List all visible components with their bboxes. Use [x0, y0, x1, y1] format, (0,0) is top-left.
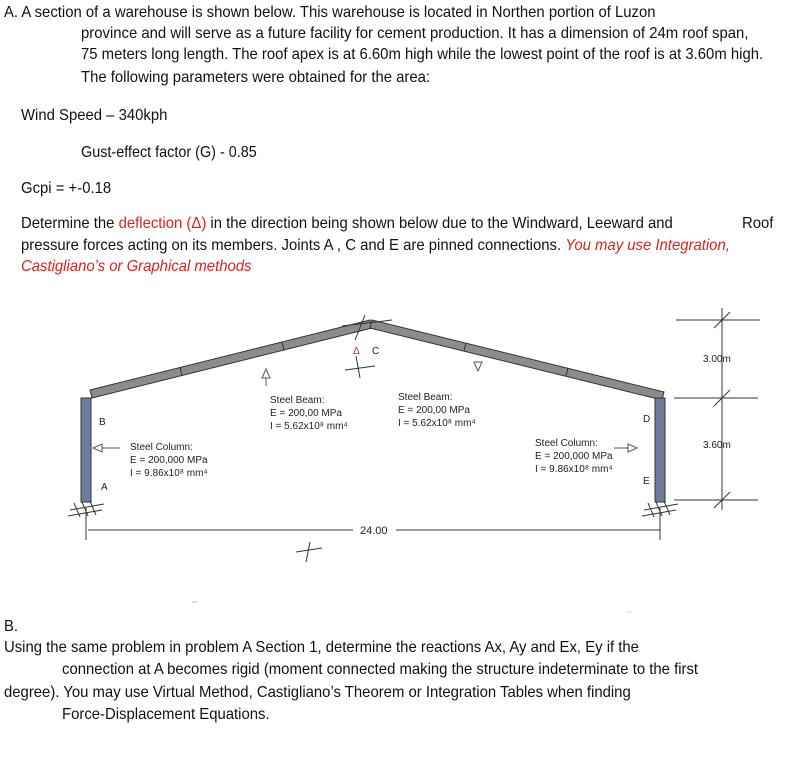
support-e [642, 501, 678, 540]
left-column [81, 398, 91, 502]
roof-word: Roof [742, 215, 774, 232]
left-column-e: E = 200,000 MPa [130, 455, 208, 466]
right-beam-i: I = 5.62x10⁸ mm⁴ [398, 418, 476, 429]
problem-b-line-1: Using the same problem in problem A Section 1, determine the reactions Ax, Ay and Ex, Ey if the [4, 639, 639, 656]
problem-a-line-1: A. A section of a warehouse is shown below. This warehouse is located in Northen portion of Luzon [4, 4, 656, 21]
determine-prefix: Determine the [21, 215, 119, 232]
joint-a-label: A [101, 482, 108, 493]
joint-d-label: D [643, 414, 651, 425]
right-column-title: Steel Column: [535, 438, 598, 449]
joint-c-label: C [372, 346, 380, 357]
span-label: 24.00 [360, 525, 388, 537]
problem-b-line-2: connection at A becomes rigid (moment connected making the structure indeterminate to the first [62, 661, 699, 678]
dim-bottom-label: 3.60m [703, 440, 731, 451]
joint-b-label: B [99, 417, 106, 428]
wind-speed: Wind Speed – 340kph [21, 107, 168, 124]
left-beam-title: Steel Beam: [270, 395, 325, 406]
right-rafter [370, 320, 664, 400]
left-column-i: I = 9.86x10⁸ mm⁴ [130, 468, 208, 479]
problem-b-heading: B. [4, 618, 19, 635]
problem-a-line-3: 75 meters long length. The roof apex is at 6.60m high while the lowest point of the roof is at 3.60m high. [81, 46, 764, 63]
gcpi: Gcpi = +-0.18 [21, 180, 112, 197]
delta-symbol: Δ [353, 346, 360, 357]
methods-hint: You may use Integration, [565, 237, 730, 254]
right-column-i: I = 9.86x10⁸ mm⁴ [535, 464, 613, 475]
left-column-title: Steel Column: [130, 442, 193, 453]
right-beam-e: E = 200,00 MPa [398, 405, 470, 416]
support-a [68, 501, 104, 540]
left-beam-e: E = 200,00 MPa [270, 408, 342, 419]
height-dimension [674, 308, 760, 510]
gust-factor: Gust-effect factor (G) - 0.85 [81, 144, 257, 161]
problem-b-line-4: Force-Displacement Equations. [62, 706, 270, 723]
problem-a-line-4: The following parameters were obtained for the area: [81, 69, 431, 86]
right-column-e: E = 200,000 MPa [535, 451, 613, 462]
determine-suffix: in the direction being shown below due to the Windward, Leeward and [206, 215, 673, 232]
methods-hint-line-2: Castigliano’s or Graphical methods [21, 258, 252, 275]
joint-e-label: E [643, 476, 650, 487]
span-tick [296, 542, 322, 562]
left-rafter [90, 320, 372, 398]
problem-a-line-2: province and will serve as a future facility for cement production. It has a dimension of 24m roof span, [81, 25, 749, 42]
left-beam-i: I = 5.62x10⁸ mm⁴ [270, 421, 348, 432]
right-column [655, 398, 665, 502]
dim-top-label: 3.00m [703, 354, 731, 365]
deflection-term: deflection (Δ) [118, 215, 207, 232]
right-beam-title: Steel Beam: [398, 392, 453, 403]
determine-line-2-text: pressure forces acting on its members. Joints A , C and E are pinned connections. [21, 237, 566, 254]
problem-b-line-3: degree). You may use Virtual Method, Castigliano’s Theorem or Integration Tables when finding [4, 684, 631, 701]
